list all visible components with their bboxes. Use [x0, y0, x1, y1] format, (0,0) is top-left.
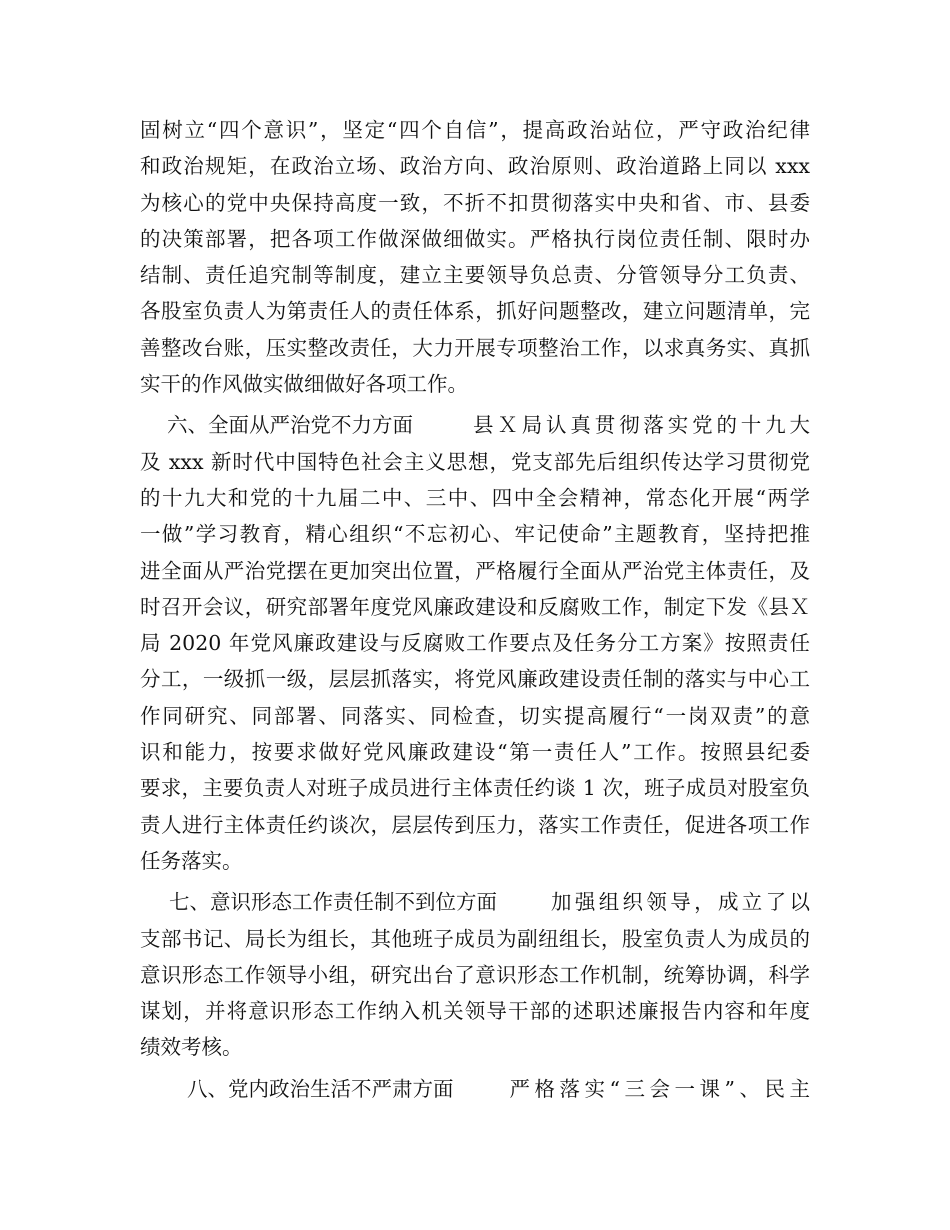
text-line: 加强组织领导，成立了以 — [551, 890, 810, 915]
text-line: 局 2020 年党风廉政建设与反腐败工作要点及任务分工方案》按照责任 — [140, 631, 810, 656]
paragraph — [140, 1071, 810, 1107]
paragraph — [140, 884, 810, 1065]
text-line: 要求，主要负责人对班子成员进行主体责任约谈 1 次，班子成员对股室负 — [140, 776, 810, 801]
section-heading: 七、意识形态工作责任制不到位方面 — [169, 890, 497, 915]
text-line: 分工，一级抓一级，层层抓落实，将党风廉政建设责任制的落实与中心工 — [140, 667, 810, 692]
text-line: 绩效考核。 — [140, 1035, 243, 1060]
section-first-line — [140, 1071, 810, 1107]
text-line: 意识形态工作领导小组，研究出台了意识形态工作机制，统筹协调，科学 — [140, 962, 810, 987]
paragraph — [140, 407, 810, 879]
text-line: 任务落实。 — [140, 848, 243, 873]
text-line: 责人进行主体责任约谈次，层层传到压力，落实工作责任，促进各项工作 — [140, 812, 810, 837]
text-line: 时召开会议，研究部署年度党风廉政建设和反腐败工作，制定下发《县Ｘ — [140, 594, 810, 619]
text-line: 为核心的党中央保持高度一致，不折不扣贯彻落实中央和省、市、县委 — [140, 190, 810, 215]
text-line: 结制、责任追究制等制度，建立主要领导负总责、分管领导分工负责、 — [140, 263, 810, 288]
section-first-line — [140, 407, 810, 443]
text-line: 进全面从严治党摆在更加突出位置，严格履行全面从严治党主体责任，及 — [140, 558, 810, 583]
text-line: 及 xxx 新时代中国特色社会主义思想，党支部先后组织传达学习贯彻党 — [140, 449, 810, 474]
text-line: 作同研究、同部署、同落实、同检查，切实提高履行“一岗双责”的意 — [140, 703, 810, 728]
paragraph — [140, 112, 810, 402]
section-heading: 六、全面从严治党不力方面 — [167, 413, 413, 438]
text-line: 严格落实“三会一课”、民主 — [509, 1076, 810, 1101]
text-line: 实干的作风做实做细做好各项工作。 — [140, 372, 468, 397]
section-heading: 八、党内政治生活不严肃方面 — [187, 1076, 454, 1101]
document-body — [140, 112, 810, 1112]
text-line: 识和能力，按要求做好党风廉政建设“第一责任人”工作。按照县纪委 — [140, 740, 810, 765]
text-line: 县Ｘ局认真贯彻落实党的十九大 — [473, 413, 810, 438]
text-line: 一做”学习教育，精心组织“不忘初心、牢记使命”主题教育，坚持把推 — [140, 522, 810, 547]
text-line: 各股室负责人为第责任人的责任体系，抓好问题整改，建立问题清单，完 — [140, 299, 810, 324]
section-first-line — [140, 884, 810, 920]
text-line: 支部书记、局长为组长，其他班子成员为副纽组长，股室负责人为成员的 — [140, 926, 810, 951]
text-line: 谋划，并将意识形态工作纳入机关领导干部的述职述廉报告内容和年度 — [140, 999, 810, 1024]
text-line: 善整改台账，压实整改责任，大力开展专项整治工作，以求真务实、真抓 — [140, 335, 810, 360]
text-line: 固树立“四个意识”，坚定“四个自信”，提高政治站位，严守政治纪律 — [140, 118, 810, 142]
text-line: 的决策部署，把各项工作做深做细做实。严格执行岗位责任制、限时办 — [140, 226, 810, 251]
text-line: 的十九大和党的十九届二中、三中、四中全会精神，常态化开展“两学 — [140, 485, 810, 510]
text-line: 和政治规矩，在政治立场、政治方向、政治原则、政治道路上同以 xxx — [140, 154, 810, 179]
